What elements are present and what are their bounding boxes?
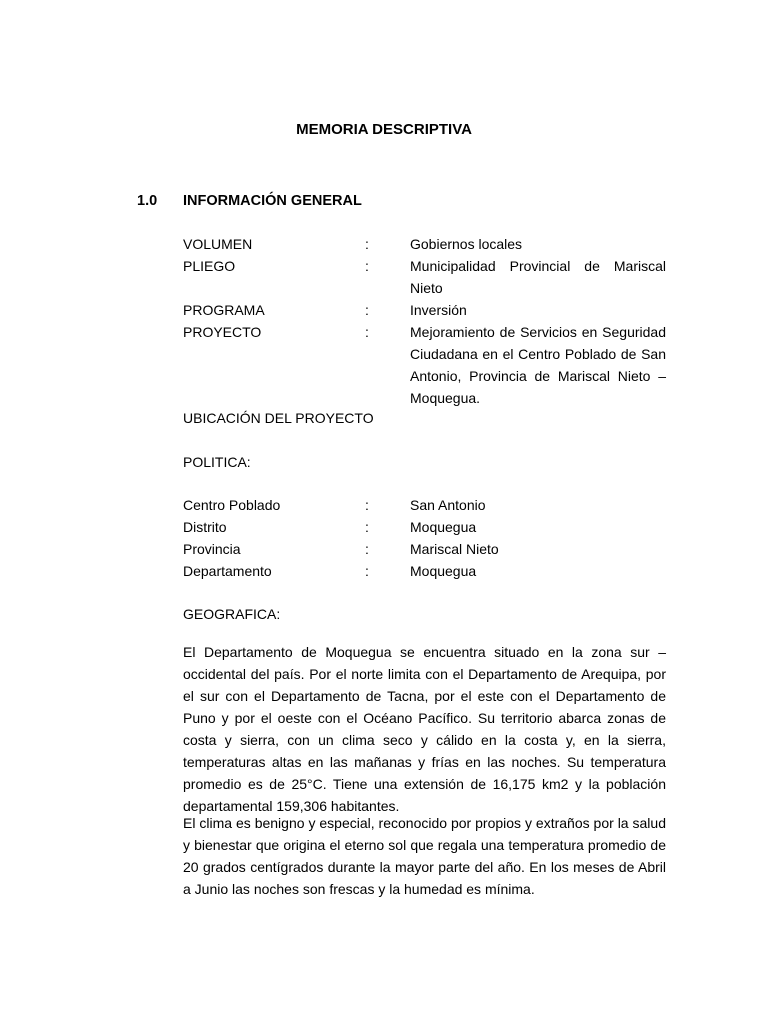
politica-list <box>183 494 666 582</box>
politica-separator: : <box>365 541 369 557</box>
info-row-volumen <box>183 233 666 255</box>
politica-value: San Antonio <box>410 497 486 513</box>
info-key: PROGRAMA <box>183 302 265 318</box>
politica-row-departamento <box>183 560 666 582</box>
info-value: Municipalidad Provincial de Mariscal Nieto <box>410 258 666 296</box>
politica-row-provincia <box>183 538 666 560</box>
info-separator: : <box>365 302 369 318</box>
info-separator: : <box>365 258 369 274</box>
section-title: INFORMACIÓN GENERAL <box>183 193 362 209</box>
ubicacion-label: UBICACIÓN DEL PROYECTO <box>183 410 374 426</box>
info-key: PROYECTO <box>183 324 262 340</box>
info-separator: : <box>365 236 369 252</box>
info-value: Gobiernos locales <box>410 236 523 252</box>
politica-label: POLITICA: <box>183 454 251 470</box>
section-heading <box>137 193 362 209</box>
section-number: 1.0 <box>137 193 158 209</box>
politica-value: Moquegua <box>410 519 477 535</box>
politica-key: Provincia <box>183 541 241 557</box>
politica-key: Departamento <box>183 563 272 579</box>
politica-row-centro-poblado <box>183 494 666 516</box>
info-value: Inversión <box>410 302 467 318</box>
politica-value: Mariscal Nieto <box>410 541 499 557</box>
info-row-programa <box>183 299 666 321</box>
info-row-proyecto <box>183 321 666 409</box>
paragraph-clima: El clima es benigno y especial, reconocido por propios y extraños por la salud y bienestar que origina el eterno sol que regala una temperatura promedio de 20 grados centígrados durante la mayor parte del año. En los meses de Abril a Junio las noches son frescas y la humedad es mínima. <box>183 815 666 897</box>
general-info-list <box>183 233 666 409</box>
politica-row-distrito <box>183 516 666 538</box>
info-value: Mejoramiento de Servicios en Seguridad Ciudadana en el Centro Poblado de San Antonio, Provincia de Mariscal Nieto – Moquegua. <box>410 324 666 406</box>
politica-value: Moquegua <box>410 563 477 579</box>
info-key: PLIEGO <box>183 258 236 274</box>
politica-separator: : <box>365 519 369 535</box>
politica-key: Centro Poblado <box>183 497 281 513</box>
politica-separator: : <box>365 497 369 513</box>
info-key: VOLUMEN <box>183 236 253 252</box>
info-separator: : <box>365 324 369 340</box>
politica-key: Distrito <box>183 519 227 535</box>
geografica-label: GEOGRAFICA: <box>183 606 281 622</box>
paragraph-geografia: El Departamento de Moquegua se encuentra situado en la zona sur – occidental del país. Por el norte limita con el Departamento de Arequipa, por el sur con el Departamento de Tacna, por el este con el Departamento de Puno y por el oeste con el Océano Pacífico. Su territorio abarca zonas de costa y sierra, con un clima seco y cálido en la costa y, en la sierra, temperaturas altas en las mañanas y frías en las noches. Su temperatura promedio es de 25°C. Tiene una extensión de 16,175 km2 y la población departamental 159,306 habitantes. <box>183 644 666 814</box>
page-title: MEMORIA DESCRIPTIVA <box>296 121 472 138</box>
info-row-pliego <box>183 255 666 299</box>
politica-separator: : <box>365 563 369 579</box>
